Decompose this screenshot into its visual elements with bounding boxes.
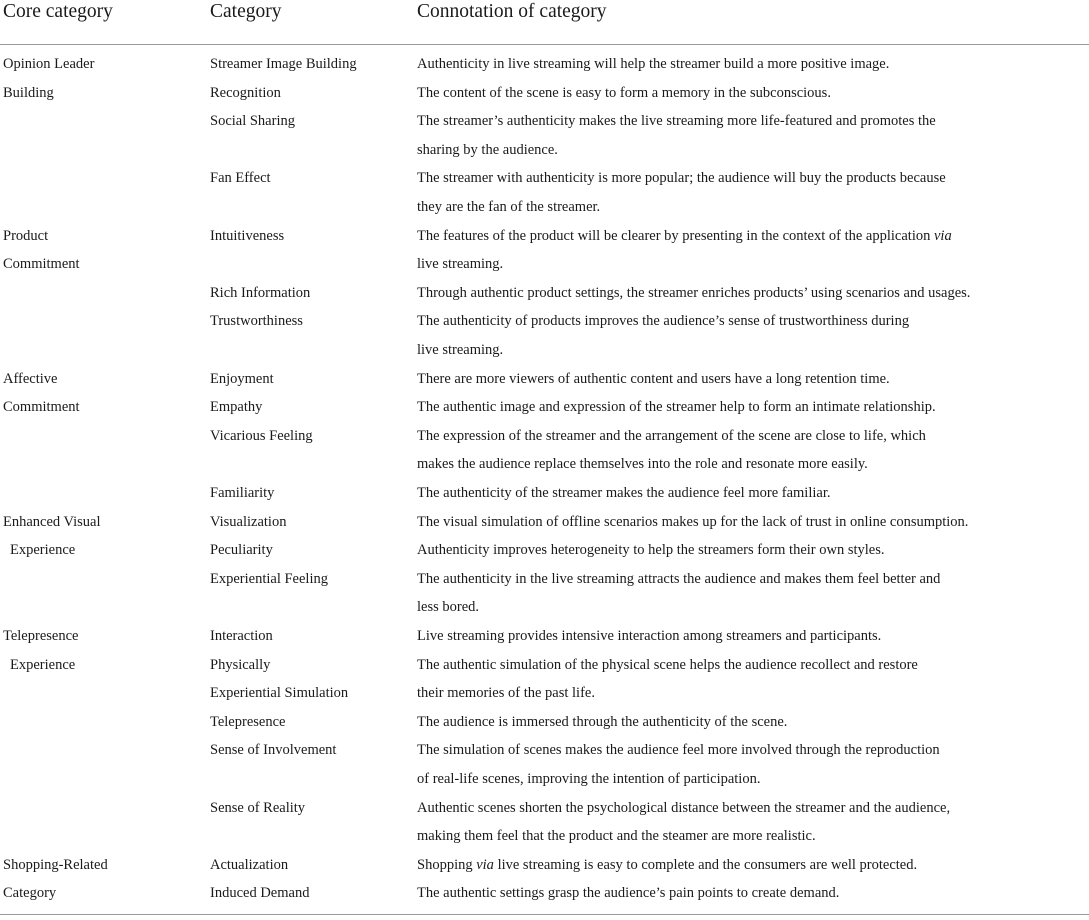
connotation-line: The expression of the streamer and the arrangement of the scene are close to life, which (417, 427, 926, 444)
category-cell: Recognition (210, 84, 281, 101)
category-cell: Empathy (210, 399, 263, 416)
connotation-line: Live streaming provides intensive interaction among streamers and participants. (417, 628, 882, 644)
category-cell: Trustworthiness (210, 313, 303, 330)
connotation-cell (417, 164, 1089, 221)
connotation-line: Shopping via live streaming is easy to complete and the consumers are well protected. (417, 856, 918, 873)
category-cell: Social Sharing (210, 113, 295, 130)
connotation-line: Authentic scenes shorten the psychological distance between the streamer and the audience, (417, 799, 951, 816)
connotation-cell (417, 422, 1089, 479)
category-cell: Intuitiveness (210, 227, 285, 244)
connotation-line: The authenticity of products improves the audience’s sense of trustworthiness during (417, 313, 910, 330)
core-category-cell (3, 622, 203, 679)
core-category-text: Product (3, 227, 49, 244)
category-cell: Familiarity (210, 484, 275, 501)
category-cell: Interaction (210, 628, 273, 644)
category-cell: Visualization (210, 513, 287, 530)
connotation-line: they are the fan of the streamer. (417, 198, 601, 215)
connotation-line: The authenticity of the streamer makes the audience feel more familiar. (417, 484, 831, 501)
core-category-text: Telepresence (3, 628, 79, 644)
connotation-line: The streamer’s authenticity makes the live streaming more life-featured and promotes the (417, 113, 936, 130)
connotation-cell (417, 307, 1089, 364)
header-connotation: Connotation of category (417, 1, 607, 22)
core-category-cell (3, 508, 203, 565)
connotation-cell (417, 794, 1089, 851)
connotation-line: sharing by the audience. (417, 141, 558, 158)
category-cell: Streamer Image Building (210, 56, 357, 72)
table-header (0, 0, 1089, 45)
category-cell: Vicarious Feeling (210, 427, 313, 444)
connotation-cell (417, 565, 1089, 622)
category-cell: Peculiarity (210, 542, 273, 559)
core-category-text: Commitment (3, 399, 80, 416)
core-category-cell (3, 851, 203, 908)
connotation-line: The audience is immersed through the authenticity of the scene. (417, 713, 788, 730)
connotation-line: Authenticity improves heterogeneity to help the streamers form their own styles. (417, 542, 885, 559)
connotation-line: makes the audience replace themselves into the role and resonate more easily. (417, 456, 868, 473)
connotation-line: There are more viewers of authentic content and users have a long retention time. (417, 370, 890, 387)
core-category-text: Shopping-Related (3, 856, 108, 873)
connotation-line: Authenticity in live streaming will help the streamer build a more positive image. (417, 56, 890, 72)
connotation-line: of real-life scenes, improving the intention of participation. (417, 770, 761, 787)
category-cell: Actualization (210, 856, 289, 873)
category-cell: Fan Effect (210, 170, 271, 187)
connotation-line: The authentic settings grasp the audience’s pain points to create demand. (417, 885, 840, 902)
core-category-cell (3, 365, 203, 422)
category-cell: Experiential Feeling (210, 570, 328, 587)
connotation-line: The content of the scene is easy to form a memory in the subconscious. (417, 84, 831, 101)
header-category: Category (210, 1, 282, 22)
table-bottom-rule (0, 914, 1089, 915)
core-category-text: Affective (3, 370, 58, 387)
connotation-line: The authenticity in the live streaming attracts the audience and makes them feel better and (417, 570, 941, 587)
connotation-line: live streaming. (417, 256, 504, 273)
connotation-cell (417, 622, 1089, 651)
connotation-cell (417, 879, 1089, 908)
connotation-cell (417, 508, 1089, 537)
connotation-cell (417, 679, 1089, 708)
connotation-cell (417, 222, 1089, 279)
core-category-text: Commitment (3, 256, 80, 273)
category-cell: Physically (210, 656, 271, 673)
connotation-cell (417, 279, 1089, 308)
connotation-cell (417, 79, 1089, 108)
category-cell: Induced Demand (210, 885, 310, 902)
connotation-cell (417, 651, 1089, 680)
connotation-line: their memories of the past life. (417, 685, 595, 702)
core-category-cell (3, 50, 203, 107)
connotation-line: The authentic simulation of the physical scene helps the audience recollect and restore (417, 656, 918, 673)
connotation-line: The simulation of scenes makes the audience feel more involved through the reproduction (417, 742, 940, 759)
category-cell: Rich Information (210, 284, 311, 301)
core-category-text: Experience (10, 542, 76, 559)
core-category-text: Building (3, 84, 54, 101)
connotation-cell (417, 50, 1089, 79)
core-category-text: Experience (10, 656, 76, 673)
connotation-line: Through authentic product settings, the streamer enriches products’ using scenarios and usages. (417, 284, 971, 301)
connotation-cell (417, 393, 1089, 422)
connotation-line: The features of the product will be clearer by presenting in the context of the application via (417, 227, 952, 244)
connotation-cell (417, 736, 1089, 793)
connotation-cell (417, 365, 1089, 394)
core-category-text: Opinion Leader (3, 56, 95, 72)
category-cell: Telepresence (210, 713, 286, 730)
header-core-category: Core category (3, 1, 113, 22)
connotation-line: less bored. (417, 599, 480, 616)
connotation-cell (417, 479, 1089, 508)
connotation-cell (417, 536, 1089, 565)
connotation-cell (417, 851, 1089, 880)
connotation-line: The visual simulation of offline scenarios makes up for the lack of trust in online consumption. (417, 513, 969, 530)
category-cell: Sense of Reality (210, 799, 306, 816)
category-cell: Sense of Involvement (210, 742, 337, 759)
connotation-line: making them feel that the product and the steamer are more realistic. (417, 828, 816, 845)
connotation-cell (417, 107, 1089, 164)
category-cell: Enjoyment (210, 370, 274, 387)
table-body (0, 45, 1089, 915)
category-cell: Experiential Simulation (210, 685, 349, 702)
connotation-line: The streamer with authenticity is more popular; the audience will buy the products because (417, 170, 946, 187)
core-category-text: Enhanced Visual (3, 513, 101, 530)
core-category-cell (3, 222, 203, 279)
connotation-cell (417, 708, 1089, 737)
core-category-text: Category (3, 885, 57, 902)
connotation-line: The authentic image and expression of the streamer help to form an intimate relationship. (417, 399, 936, 416)
connotation-line: live streaming. (417, 341, 504, 358)
